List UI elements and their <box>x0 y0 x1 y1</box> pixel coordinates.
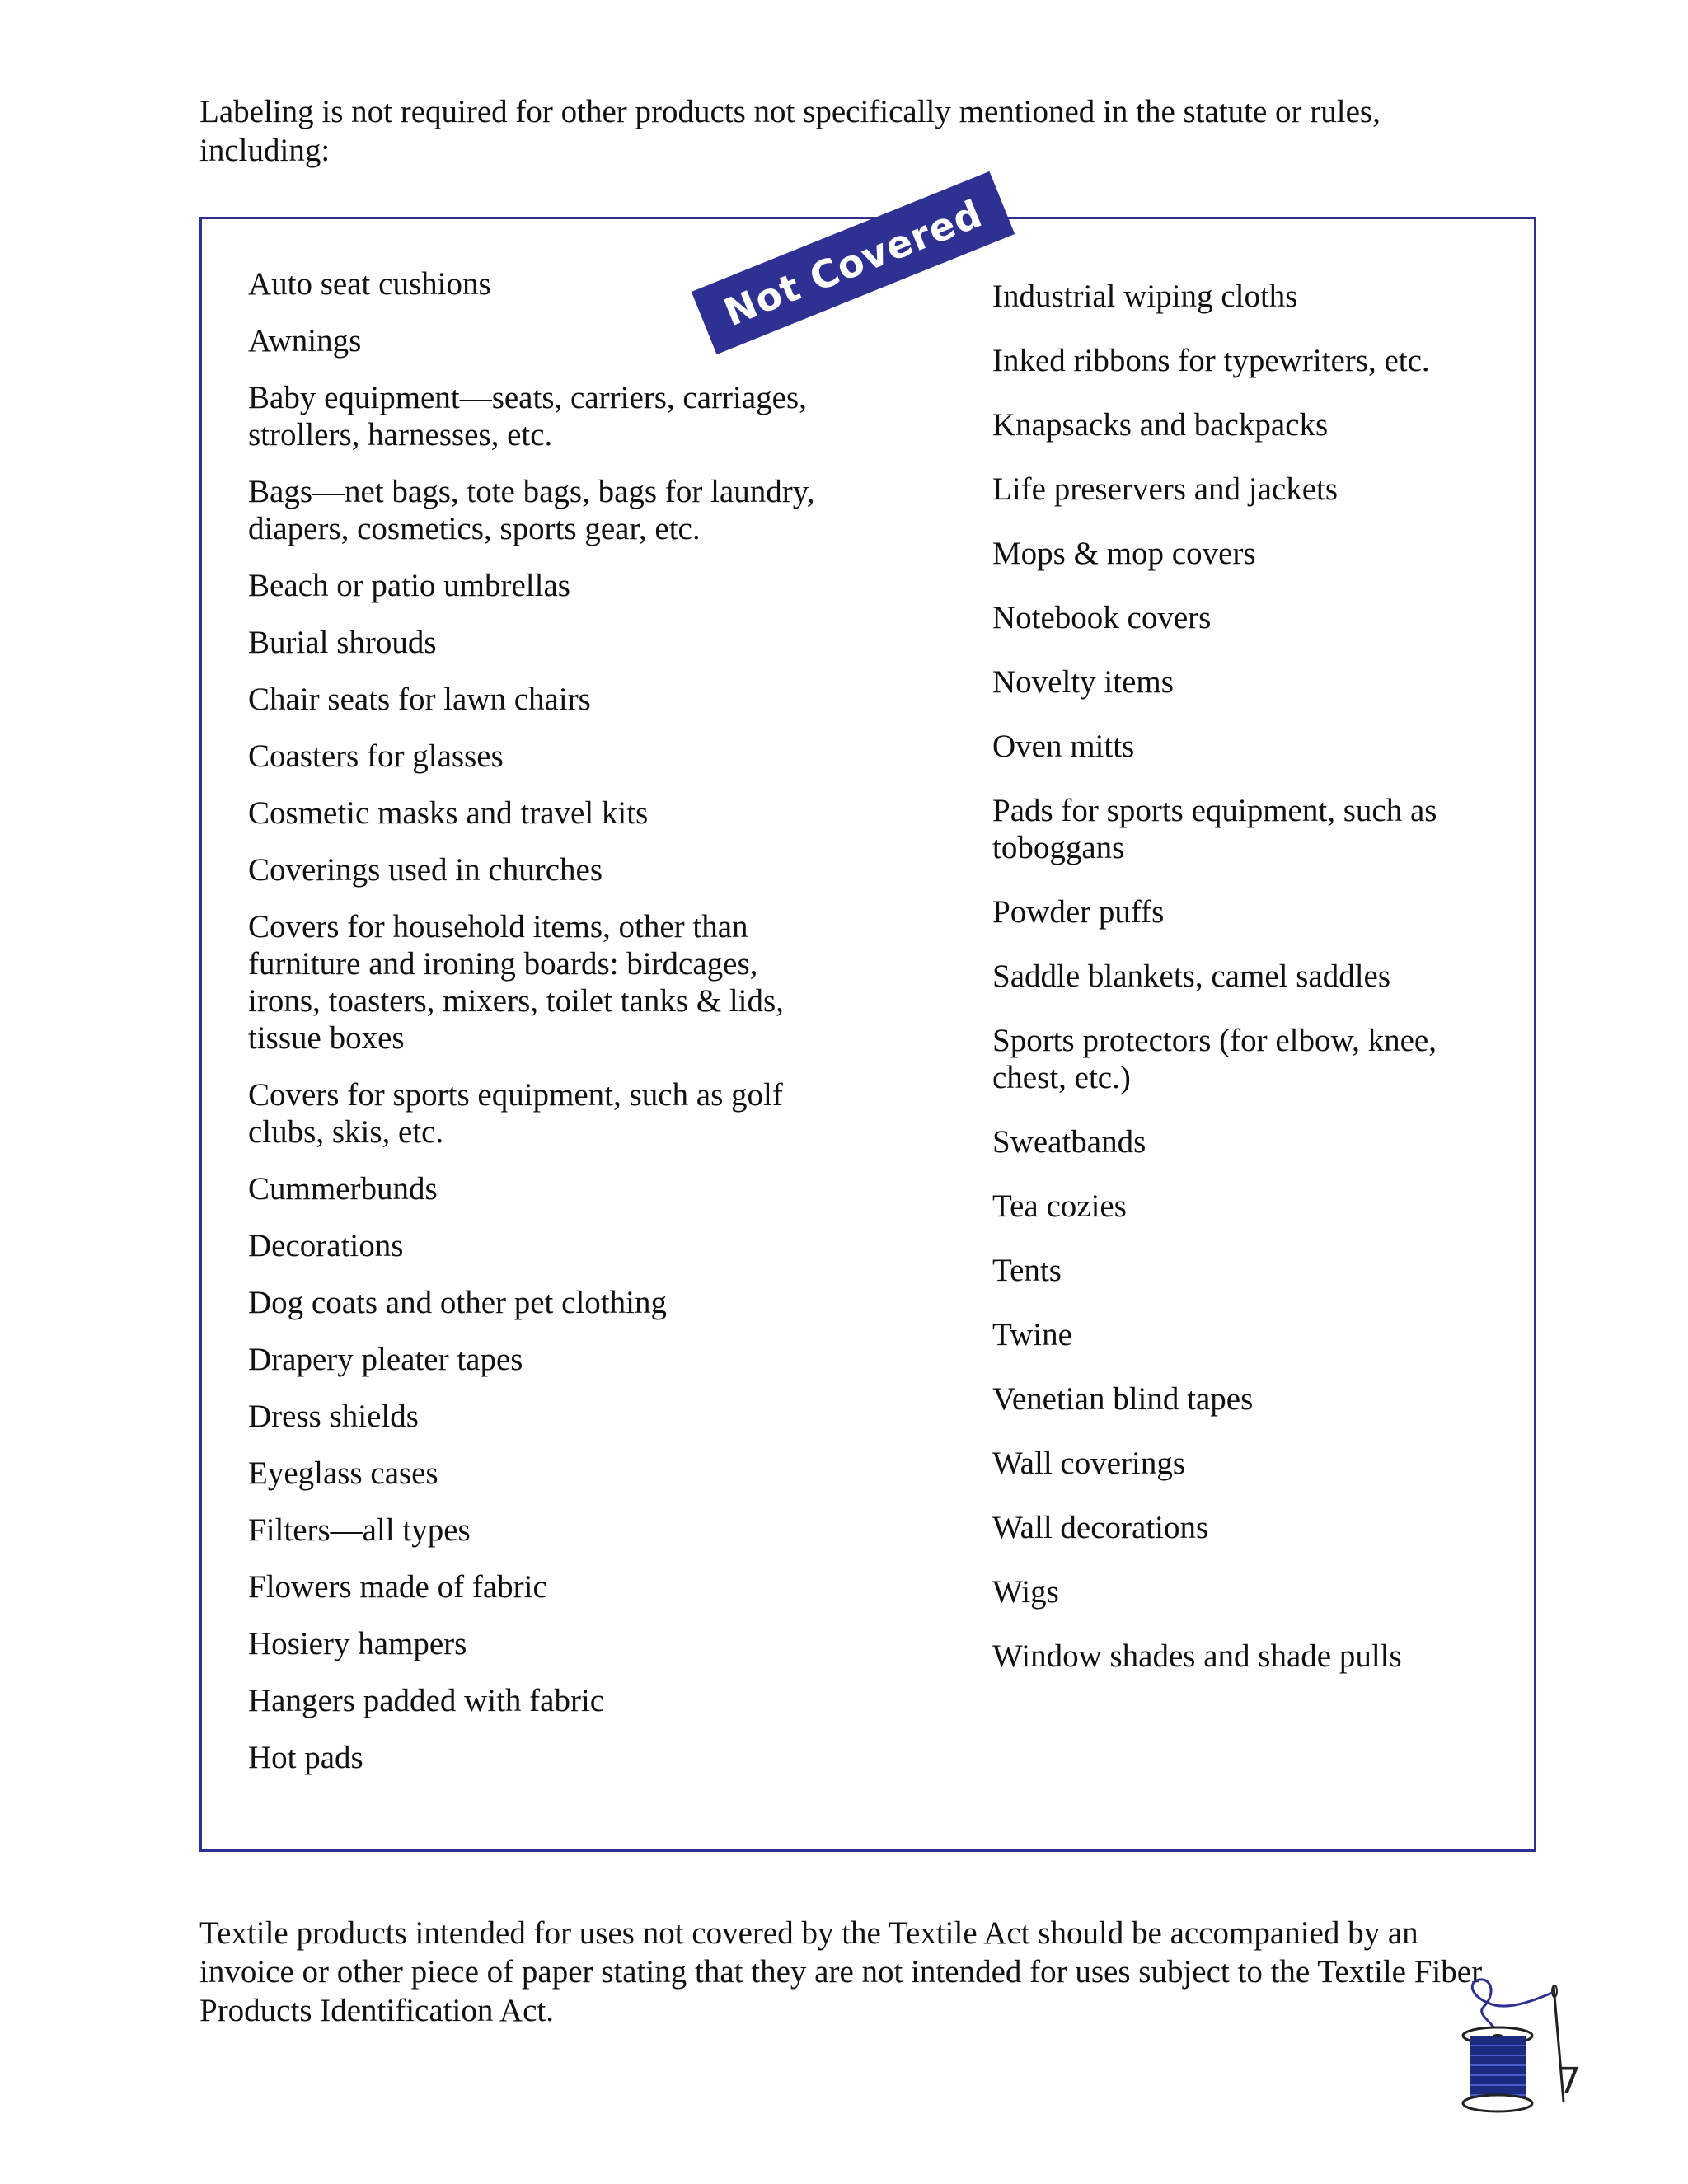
page-number: 7 <box>1558 2060 1581 2102</box>
list-item: Wall coverings <box>992 1446 1186 1481</box>
list-item: Decorations <box>248 1228 404 1263</box>
list-item: Powder puffs <box>992 894 1165 930</box>
list-item: Eyeglass cases <box>248 1455 438 1491</box>
list-item: Auto seat cushions <box>248 266 491 302</box>
list-item: Venetian blind tapes <box>992 1381 1254 1417</box>
list-item: Notebook covers <box>992 600 1212 635</box>
list-item: Covers for sports equipment, such as golf clubs, skis, etc. <box>248 1077 783 1150</box>
thread-spool-icon <box>1438 1978 1570 2118</box>
list-item: Hangers padded with fabric <box>248 1683 605 1718</box>
list-item: Dress shields <box>248 1399 419 1434</box>
list-item: Coasters for glasses <box>248 738 504 774</box>
outro-paragraph: Textile products intended for uses not covered by the Textile Act should be accompanied by an invoice or other piece of paper stating that they are not intended for uses subject to the Textile Fiber Products Identification Act. <box>199 1915 1483 2028</box>
list-item: Wigs <box>992 1574 1059 1610</box>
list-item: Beach or patio umbrellas <box>248 568 570 603</box>
list-item: Bags—net bags, tote bags, bags for laundry, diapers, cosmetics, sports gear, etc. <box>248 474 815 546</box>
list-item: Tents <box>992 1253 1062 1288</box>
list-item: Knapsacks and backpacks <box>992 407 1329 443</box>
list-item: Drapery pleater tapes <box>248 1342 523 1377</box>
list-item: Tea cozies <box>992 1188 1127 1224</box>
not-covered-banner: Not Covered <box>692 171 1015 354</box>
list-item: Inked ribbons for typewriters, etc. <box>992 343 1430 378</box>
list-item: Burial shrouds <box>248 625 437 660</box>
left-item-list <box>248 265 825 1796</box>
list-item: Industrial wiping cloths <box>992 279 1298 314</box>
list-item: Window shades and shade pulls <box>992 1638 1402 1674</box>
list-item: Awnings <box>248 323 362 359</box>
list-item: Cosmetic masks and travel kits <box>248 795 649 831</box>
list-item: Sports protectors (for elbow, knee, chest, etc.) <box>992 1023 1437 1095</box>
list-item: Sweatbands <box>992 1124 1146 1160</box>
intro-paragraph: Labeling is not required for other products not specifically mentioned in the statute or rules, including: <box>199 94 1381 168</box>
list-item: Novelty items <box>992 664 1174 700</box>
list-item: Flowers made of fabric <box>248 1569 547 1605</box>
list-item: Pads for sports equipment, such as toboggans <box>992 793 1437 865</box>
list-item: Wall decorations <box>992 1510 1209 1545</box>
list-item: Hosiery hampers <box>248 1626 467 1661</box>
list-item: Chair seats for lawn chairs <box>248 682 591 717</box>
list-item: Oven mitts <box>992 729 1135 764</box>
list-item: Hot pads <box>248 1740 363 1775</box>
right-item-list <box>992 278 1503 1702</box>
list-item: Dog coats and other pet clothing <box>248 1285 667 1320</box>
list-item: Cummerbunds <box>248 1171 438 1207</box>
list-item: Life preservers and jackets <box>992 471 1339 507</box>
list-item: Covers for household items, other than furniture and ironing boards: birdcages, irons, toasters, mixers, toilet tanks & lids, tissue boxes <box>248 909 784 1056</box>
list-item: Coverings used in churches <box>248 852 603 888</box>
list-item: Baby equipment—seats, carriers, carriages, strollers, harnesses, etc. <box>248 380 807 452</box>
list-item: Twine <box>992 1317 1072 1352</box>
list-item: Saddle blankets, camel saddles <box>992 958 1391 994</box>
list-item: Filters—all types <box>248 1512 471 1548</box>
list-item: Mops & mop covers <box>992 536 1256 571</box>
